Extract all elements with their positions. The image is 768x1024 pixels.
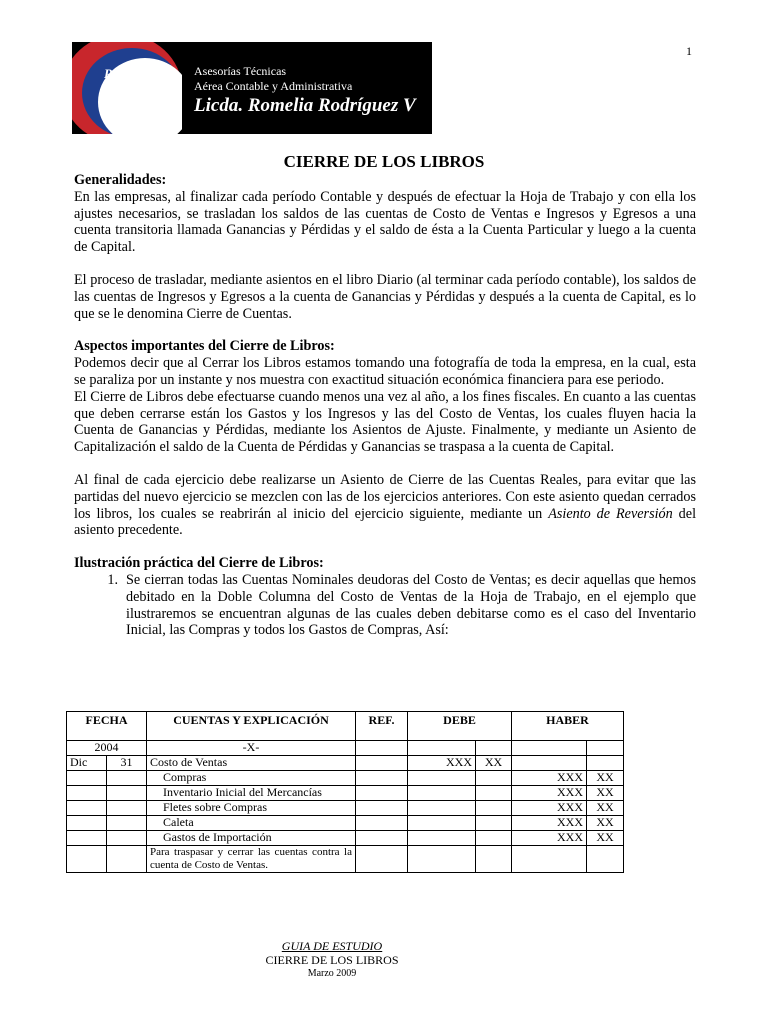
cell-debit-account: Costo de Ventas xyxy=(147,756,356,771)
header-fecha: FECHA xyxy=(67,712,147,741)
generalidades-heading: Generalidades: xyxy=(74,172,167,188)
logo-letter-r1: R xyxy=(104,66,113,81)
cell-debit-amount: XXX xyxy=(408,756,476,771)
cell-credit-cents: XX xyxy=(587,771,624,786)
cell-credit-account: Inventario Inicial del Mercancías xyxy=(147,786,356,801)
header-author-name: Licda. Romelia Rodríguez V xyxy=(194,95,416,116)
logo-letter-r2: R xyxy=(116,84,125,99)
logo-letter-v: V xyxy=(132,102,141,117)
cell-credit-amount: XXX xyxy=(512,831,587,846)
list-item-text: Se cierran todas las Cuentas Nominales deudoras del Costo de Ventas; es decir aquellas que hemos debitado en la Doble Columna del Costo de Ventas de la Hoja de Trabajo, en el ejemplo que ilustraremos se encuentran algunas de las cuales deben debitarse como es el caso del Inventario Inicial, las Compras y todos los Gastos de Compras, Así: xyxy=(126,571,696,639)
list-item-number: 1. xyxy=(107,571,118,588)
cell-credit-account: Caleta xyxy=(147,816,356,831)
table-row-year xyxy=(67,741,624,756)
document-title: CIERRE DE LOS LIBROS xyxy=(283,152,485,171)
list-item-1 xyxy=(74,572,696,639)
header-line-1: Asesorías Técnicas xyxy=(194,64,287,78)
cell-credit-cents: XX xyxy=(587,831,624,846)
table-row xyxy=(67,801,624,816)
cell-credit-amount: XXX xyxy=(512,816,587,831)
table-row xyxy=(67,816,624,831)
cell-year: 2004 xyxy=(67,741,147,756)
asiento-reversion-term: Asiento de Reversión xyxy=(548,505,673,522)
cell-credit-amount: XXX xyxy=(512,786,587,801)
cell-credit-cents: XX xyxy=(587,816,624,831)
paragraph-1: En las empresas, al finalizar cada período Contable y después de efectuar la Hoja de Trabajo y con ella los ajustes necesarios, se trasladan los saldos de las cuentas de Costo de Ventas e Ingresos y Egresos a una cuenta transitoria llamada Ganancias y Pérdidas y el saldo de ésta a la Cuenta Particular y luego a la cuenta de Capital. xyxy=(74,188,696,256)
header-logo-banner xyxy=(72,42,432,134)
cell-credit-amount: XXX xyxy=(512,801,587,816)
page-number: 1 xyxy=(686,44,692,58)
paragraph-4: El Cierre de Libros debe efectuarse cuando menos una vez al año, a los fines fiscales. En cuanto a las cuentas que deben cerrarse están los Gastos y los Ingresos y las del Costo de Ventas, los cuales fluyen hacia la Cuenta de Ganancias y Pérdidas, mediante los Asientos de Ajuste. Finalmente, y mediante un Asiento de Capitalización el saldo de la Cuenta de Pérdidas y Ganancias se traspasa a la cuenta de Capital. xyxy=(74,388,696,456)
logo-emblem xyxy=(72,42,182,134)
table-row xyxy=(67,831,624,846)
paragraph-5-end: del asiento precedente. xyxy=(74,505,697,539)
cell-marker: -X- xyxy=(147,741,356,756)
footer-guide-label: GUIA DE ESTUDIO xyxy=(281,939,383,953)
cell-credit-amount: XXX xyxy=(512,771,587,786)
header-haber: HABER xyxy=(512,712,624,741)
header-ref: REF. xyxy=(356,712,408,741)
table-row xyxy=(67,786,624,801)
paragraph-5 xyxy=(74,472,696,539)
journal-entry-table xyxy=(66,711,624,873)
cell-credit-account: Compras xyxy=(147,771,356,786)
table-row-debit xyxy=(67,756,624,771)
cell-debit-cents: XX xyxy=(476,756,512,771)
table-row-explanation xyxy=(67,846,624,873)
ilustracion-heading: Ilustración práctica del Cierre de Libros: xyxy=(74,555,324,572)
paragraph-5-main: Al final de cada ejercicio debe realizarse un Asiento de Cierre de las Cuentas Reales, para evitar que las partidas del nuevo ejercicio se mezclen con las de los ejercicios anteriores. Con este asiento quedan cerrados los libros, los cuales se reabrirán al inicio del ejercicio siguiente, mediante un xyxy=(74,471,696,522)
paragraph-3: Podemos decir que al Cerrar los Libros estamos tomando una fotografía de toda la empresa, en la cual, esta se paraliza por un instante y nos muestra con exactitud situación económica financiera para ese periodo. xyxy=(74,355,696,388)
header-cuentas: CUENTAS Y EXPLICACIÓN xyxy=(147,712,356,741)
cell-credit-cents: XX xyxy=(587,801,624,816)
document-body xyxy=(74,172,696,639)
table-header-row xyxy=(67,712,624,741)
aspectos-heading: Aspectos importantes del Cierre de Libros: xyxy=(74,338,335,355)
footer-date: Marzo 2009 xyxy=(307,968,357,979)
table-row xyxy=(67,771,624,786)
header-line-2: Aérea Contable y Administrativa xyxy=(194,79,353,93)
header-debe: DEBE xyxy=(408,712,512,741)
cell-day: 31 xyxy=(107,756,147,771)
footer-title: CIERRE DE LOS LIBROS xyxy=(265,953,399,967)
paragraph-2: El proceso de trasladar, mediante asientos en el libro Diario (al terminar cada período contable), los saldos de las cuentas de Ingresos y Egresos a la cuenta de Ganancias y Pérdidas y después a la cuenta de Capital, es lo que se le denomina Cierre de Cuentas. xyxy=(74,271,696,322)
cell-credit-cents: XX xyxy=(587,786,624,801)
cell-credit-account: Fletes sobre Compras xyxy=(147,801,356,816)
page-footer xyxy=(0,939,664,981)
cell-explanation: Para traspasar y cerrar las cuentas contra la cuenta de Costo de Ventas. xyxy=(147,846,356,873)
cell-credit-account: Gastos de Importación xyxy=(147,831,356,846)
cell-month: Dic xyxy=(67,756,107,771)
